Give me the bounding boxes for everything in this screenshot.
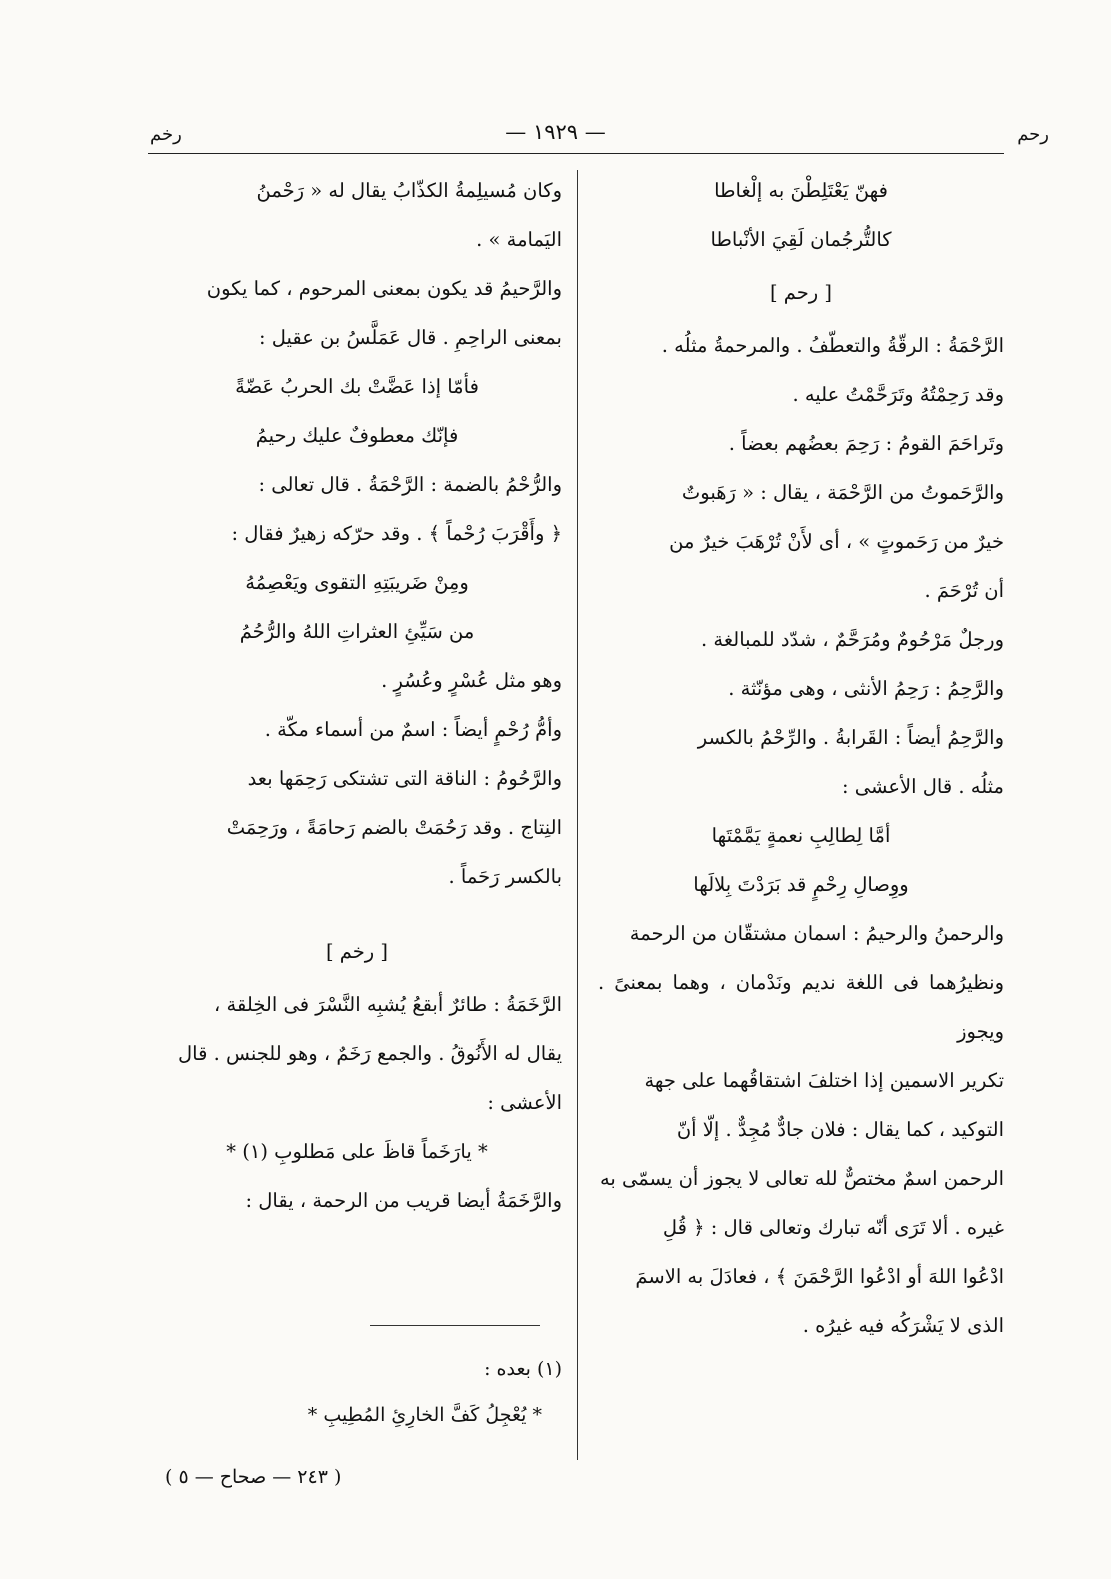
- text-line: والرَّحَموتُ من الرَّحْمَة ، يقال : « رَهَبوتٌ: [681, 481, 1004, 504]
- text-line: تكرير الاسمين إذا اختلفَ اشتقاقُهما على جهة: [644, 1069, 1004, 1092]
- text-line: والرَّحُومُ : الناقة التى تشتكى رَحِمَها بعد: [247, 767, 562, 790]
- text-line: اليَمامة » .: [476, 228, 562, 251]
- header-entry-left: رخم: [150, 124, 182, 145]
- verse-line: ووِصالِ رِحْمٍ قد بَرَدْتَ بِلالَها: [693, 873, 909, 896]
- footnote-line: * يُعْجِلُ كَفَّ الخارِئِ المُطِيبِ *: [307, 1404, 542, 1426]
- text-line: والرحمنُ والرحيمُ : اسمان مشتقّان من الرحمة: [629, 922, 1004, 945]
- text-line: الأعشى :: [487, 1091, 562, 1114]
- page-signature: ( ٢٤٣ — صحاح — ٥ ): [165, 1466, 342, 1488]
- text-line: وأمُّ رُحْمٍ أيضاً : اسمٌ من أسماء مكّة .: [264, 718, 562, 741]
- verse-line: فإنّك معطوفٌ عليك رحيمُ: [255, 424, 459, 447]
- header-rule: [148, 153, 1004, 154]
- verse-line: أمَّا لِطالِبِ نعمةٍ يَمَّمْتَها: [711, 824, 891, 847]
- text-line: الرَّخَمَةُ : طائرٌ أبقعُ يُشبِه النَّسْرَ فى الخِلقة ،: [214, 993, 562, 1016]
- verse-line: فهنّ يَعْتَلِطْنَ به إلْغاطا: [714, 179, 888, 202]
- text-line: والرَّحِمُ : رَحِمُ الأنثى ، وهى مؤنّثة .: [728, 677, 1004, 700]
- left-column: [152, 166, 562, 1225]
- text-line: وكان مُسيلِمةُ الكذّابُ يقال له « رَحْمنُ: [256, 179, 562, 202]
- text-line: وهو مثل عُسْرٍ وعُسُرٍ .: [381, 669, 562, 692]
- text-line: بالكسر رَحَماً .: [448, 865, 562, 888]
- column-divider: [577, 170, 578, 1460]
- text-line: وقد رَحِمْتُهُ وتَرَحَّمْتُ عليه .: [792, 383, 1004, 406]
- verse-line: من سَيِّئِ العثراتِ اللهُ والرُّحُمُ: [239, 620, 475, 643]
- text-line: غيره . ألا تَرَى أنّه تبارك وتعالى قال : ﴿ قُلِ: [662, 1216, 1004, 1239]
- text-line: مثلُه . قال الأعشى :: [841, 775, 1004, 798]
- text-line: ونظيرُهما فى اللغة نديم ونَدْمان ، وهما بمعنىً . ويجوز: [598, 971, 1004, 1043]
- text-line: خيرٌ من رَحَموتٍ » ، أى لأَنْ تُرْهَبَ خيرٌ من: [669, 530, 1004, 553]
- header-entry-right: رحم: [1017, 124, 1049, 145]
- text-line: ورجلٌ مَرْحُومٌ ومُرَحَّمٌ ، شدّد للمبالغة .: [701, 628, 1004, 651]
- text-line: الرَّحْمَةُ : الرقّةُ والتعطّفُ . والمرحمةُ مثلُه .: [661, 334, 1004, 357]
- text-line: الرحمن اسمٌ مختصٌّ لله تعالى لا يجوز أن يسمّى به: [599, 1167, 1004, 1190]
- verse-line: * يارَخَماً قاظَ على مَطلوبِ (١) *: [226, 1140, 488, 1163]
- text-line: والرَّحيمُ قد يكون بمعنى المرحوم ، كما يكون: [206, 277, 562, 300]
- text-line: والرُّحْمُ بالضمة : الرَّحْمَةُ . قال تعالى :: [258, 473, 562, 496]
- spacer: [152, 901, 562, 923]
- verse-line: كالتُّرجُمان لَقِيَ الأنْباطا: [710, 228, 892, 251]
- text-line: والرَّحِمُ أيضاً : القَرابةُ . والرِّحْمُ بالكسر: [697, 726, 1004, 749]
- text-line: الذى لا يَشْرَكُه فيه غيرُه .: [802, 1314, 1004, 1337]
- footnote-rule: [370, 1325, 540, 1326]
- verse-line: فأمّا إذا عَضَّتْ بك الحربُ عَضّةً: [235, 375, 479, 398]
- text-line: ﴿ وأَقْرَبَ رُحْماً ﴾ . وقد حرّكه زهيرٌ فقال :: [231, 522, 562, 545]
- footnote-line: (١) بعده :: [484, 1358, 562, 1380]
- text-line: أن تُرْحَمَ .: [924, 579, 1004, 602]
- page-number: — ١٩٢٩ —: [505, 120, 606, 144]
- footnotes: [152, 1346, 562, 1438]
- entry-heading: [ رحم ]: [769, 281, 833, 304]
- text-line: والرَّخَمَةُ أيضا قريب من الرحمة ، يقال :: [245, 1189, 562, 1212]
- text-line: بمعنى الراحِمِ . قال عَمَلَّسُ بن عقيل :: [258, 326, 562, 349]
- entry-heading: [ رخم ]: [325, 940, 389, 963]
- text-line: وتَراحَمَ القومُ : رَحِمَ بعضُهم بعضاً .: [728, 432, 1004, 455]
- text-line: ادْعُوا اللهَ أو ادْعُوا الرَّحْمَنَ ﴾ ، فعادَلَ به الاسمَ: [635, 1265, 1004, 1288]
- verse-line: ومِنْ ضَريبَتِهِ التقوى ويَعْصِمُهُ: [245, 571, 469, 594]
- text-line: يقال له الأَنُوقُ . والجمع رَخَمٌ ، وهو للجنس . قال: [177, 1042, 562, 1065]
- text-line: النِتاج . وقد رَحُمَتْ بالضم رَحامَةً ، ورَحِمَتْ: [226, 816, 562, 839]
- right-column: [598, 166, 1004, 1350]
- text-line: التوكيد ، كما يقال : فلان جادٌّ مُجِدٌّ . إلّا أنّ: [676, 1118, 1004, 1141]
